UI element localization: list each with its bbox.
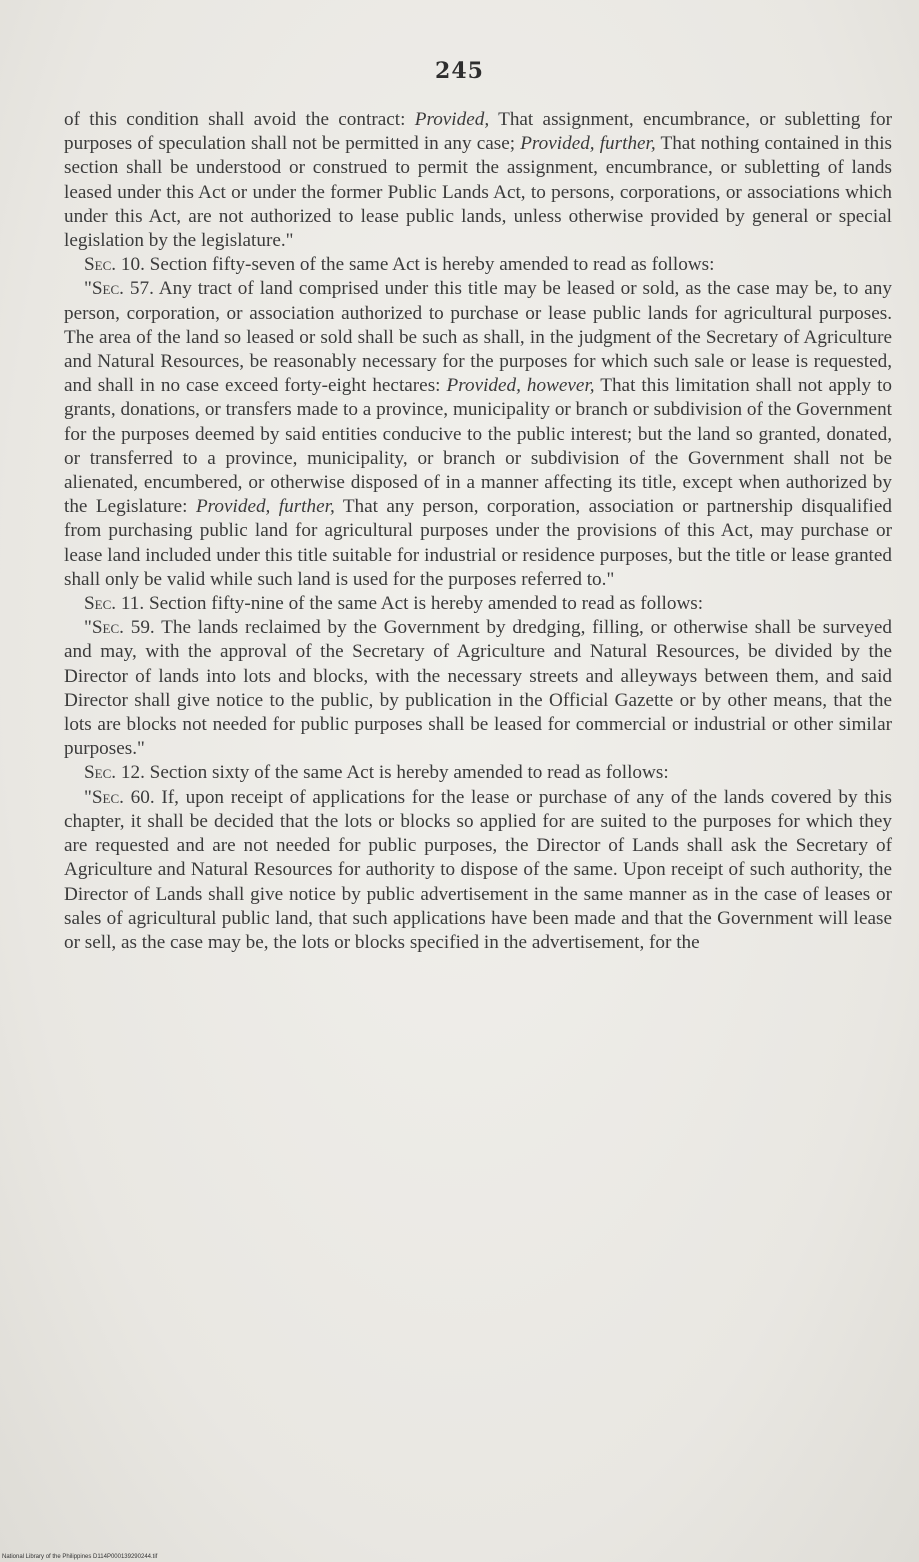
text-segment: . 59. The lands reclaimed by the Government by dredging, filling, or otherwise shall be surveyed and may, with the approval of the Secretary of Agriculture and Natural Resources, be divided by the Director of lands into lots and blocks, with the necessary streets and alleyways between them, and said Director shall give notice to the public, by publication in the Official Gazette or by other means, that the lots are blocks not needed for public purposes shall be leased for commercial or industrial or other similar purposes." [64,617,892,760]
italic-text: Provided, however, [446,375,595,397]
section-label: Sec [91,278,120,300]
scan-footer: National Library of the Philippines D114P000139290244.tif [2,1554,158,1560]
paragraph [64,786,892,955]
paragraph [64,616,892,761]
text-segment: That any person, corporation, association or partnership disqualified from purchasing public land for agricultural purposes under the provisions of this Act, may purchase or lease land included under this title suitable for industrial or residence purposes, but the title or lease granted shall only be valid while such land is used for the purposes referred to." [64,496,892,590]
text-segment: . 10. Section fifty-seven of the same Act is hereby amended to read as follows: [111,254,715,276]
paragraph [64,108,892,253]
text-segment: That assignment, encumbrance, or subletting for purposes of speculation shall not be permitted in any case; [64,109,892,155]
page-number: 245 [435,58,484,84]
paragraph [64,253,892,277]
section-label: Sec [84,762,112,784]
text-segment: " [84,278,92,300]
text-segment: " [84,617,92,639]
text-segment: That nothing contained in this section shall be understood or construed to permit the assignment, encumbrance, or subletting of lands leased under this Act or under the former Public Lands Act, to persons, corporations, or associations which under this Act, are not authorized to lease public lands, unless otherwise provided by general or special legislation by the legislature." [64,133,892,252]
document-body [64,108,892,955]
text-segment: . 12. Section sixty of the same Act is hereby amended to read as follows: [111,762,669,784]
italic-text: Provided, further, [195,496,335,518]
italic-text: Provided, [414,109,490,130]
text-segment: of this condition shall avoid the contract: [64,109,415,130]
italic-text: Provided, further, [520,133,656,155]
text-segment: That this limitation shall not apply to grants, donations, or transfers made to a province, municipality or branch or subdivision of the Government for the purposes deemed by said entities conducive to the public interest; but the land so granted, donated, or transferred to a province, municipality, or branch or subdivision of the Government shall not be alienated, encumbered, or otherwise disposed of in a manner affecting its title, except when authorized by the Legislature: [64,375,893,518]
section-label: Sec [91,786,120,808]
text-segment: " [84,786,92,808]
paragraph [64,592,892,616]
text-segment: . 60. If, upon receipt of applications for the lease or purchase of any of the lands covered by this chapter, it shall be decided that the lots or blocks so applied for are suited to the purposes for which they are requested and are not needed for public purposes, the Director of Lands shall ask the Secretary of Agriculture and Natural Resources for authority to dispose of the same. Upon receipt of such authority, the Director of Lands shall give notice by public advertisement in the same manner as in the case of leases or sales of agricultural public land, that such applications have been made and that the Government will lease or sell, as the case may be, the lots or blocks specified in the advertisement, for the [64,786,892,953]
text-segment: . 11. Section fifty-nine of the same Act is hereby amended to read as follows: [111,593,704,615]
text-segment: . 57. Any tract of land comprised under this title may be leased or sold, as the case may be, to any person, corporation, or association authorized to purchase or lease public lands for agricultural purposes. The area of the land so leased or sold shall be such as shall, in the judgment of the Secretary of Agriculture and Natural Resources, be reasonably necessary for the purposes for which such sale or lease is requested, and shall in no case exceed forty-eight hectares: [64,278,892,397]
section-label: Sec [91,617,120,639]
paragraph [64,277,892,592]
section-label: Sec [84,254,112,276]
section-label: Sec [84,593,112,615]
paragraph [64,761,892,785]
